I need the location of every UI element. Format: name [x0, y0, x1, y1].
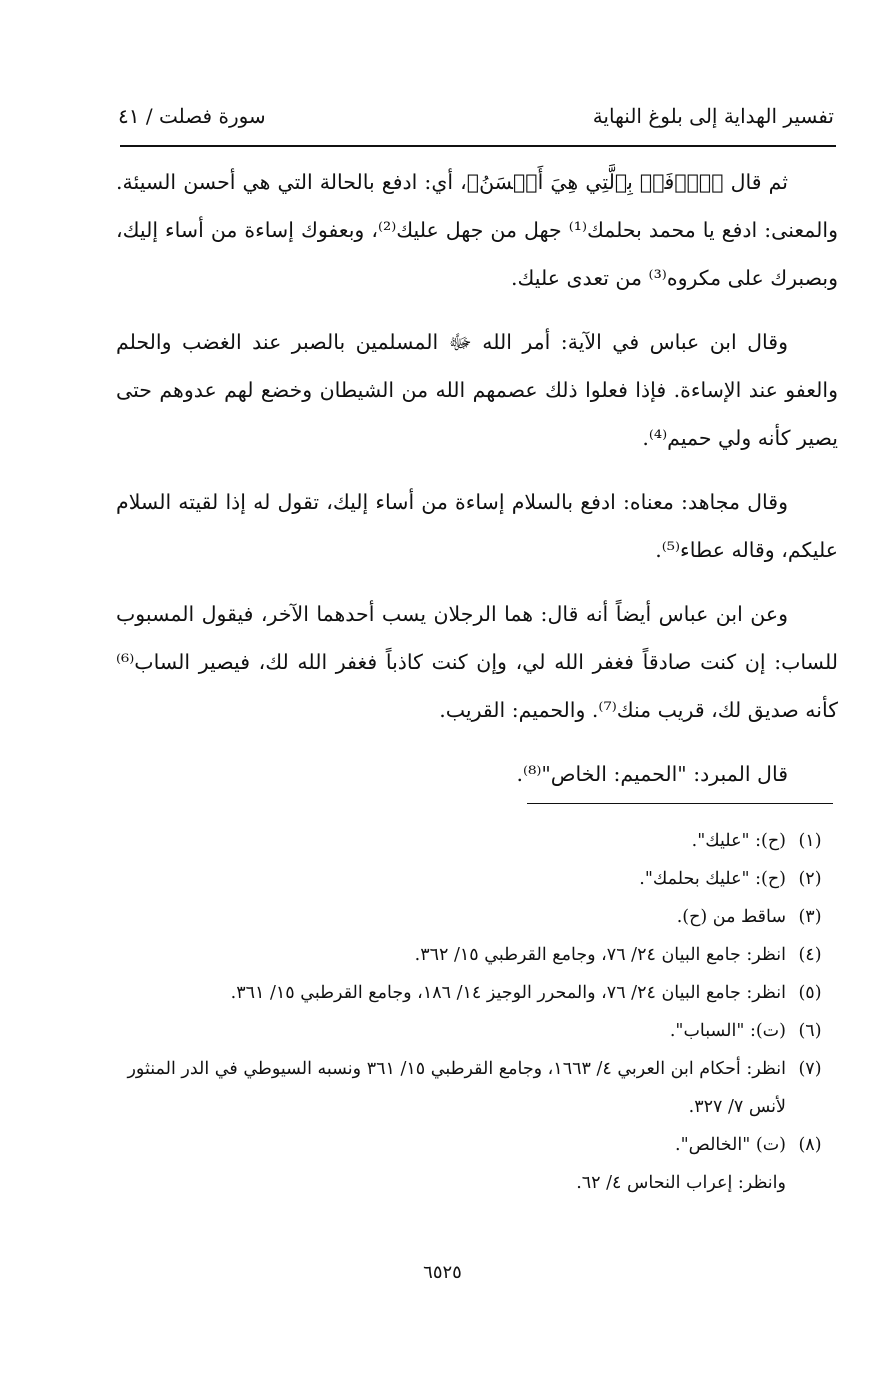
paragraph: قال المبرد: "الحميم: الخاص"⁽⁸⁾.: [516, 762, 788, 786]
footnote-text: (ت) "الخالص".: [675, 1135, 786, 1155]
footnote-number: (٨): [798, 1135, 822, 1155]
paragraph: وقال مجاهد: معناه: ادفع بالسلام إساءة من أساء إليك، تقول له إذا لقيته السلام عليكم، وقاله عطاء⁽⁵⁾.: [116, 490, 838, 562]
footnote-text: (ح): "عليك".: [691, 831, 786, 851]
footnote: [116, 974, 834, 1012]
surah-reference: سورة فصلت / ٤١: [118, 104, 266, 128]
footnote-text: (ت): "السباب".: [669, 1021, 786, 1041]
footnotes: [116, 822, 834, 1202]
footnote-divider: [527, 803, 833, 804]
footnote-number: [786, 1164, 834, 1202]
footnote-number: (٣): [798, 907, 822, 927]
main-text: [116, 158, 838, 814]
paragraph: وعن ابن عباس أيضاً أنه قال: هما الرجلان يسب أحدهما الآخر، فيقول المسبوب للساب: إن كنت صادقاً فغفر الله لي، وإن كنت كاذباً فغفر الله لك، فيصير الساب⁽⁶⁾ كأنه صديق لك، قريب منك⁽⁷⁾. والحميم: القريب.: [116, 602, 838, 722]
footnote-text: انظر: جامع البيان ٢٤/ ٧٦، وجامع القرطبي ١٥/ ٣٦٢.: [414, 945, 786, 965]
footnote: [116, 1050, 834, 1126]
footnote: [116, 1126, 834, 1164]
footnote-text: انظر: جامع البيان ٢٤/ ٧٦، والمحرر الوجيز ١٤/ ١٨٦، وجامع القرطبي ١٥/ ٣٦١.: [230, 983, 786, 1003]
header-divider: [120, 145, 836, 147]
footnote-text: وانظر: إعراب النحاس ٤/ ٦٢.: [576, 1173, 786, 1193]
footnote-text: (ح): "عليك بحلمك".: [639, 869, 786, 889]
footnote-number: (٧): [798, 1059, 822, 1079]
footnote-number: (٤): [798, 945, 822, 965]
footnote: [116, 822, 834, 860]
footnote-number: (٢): [798, 869, 822, 889]
footnote-number: (١): [798, 831, 822, 851]
paragraph: ثم قال ﴿ٱدۡفَعۡ بِٱلَّتِي هِيَ أَحۡسَنُ﴾، أي: ادفع بالحالة التي هي أحسن السيئة. والمعنى: ادفع يا محمد بحلمك⁽¹⁾ جهل من جهل عليك⁽²⁾، وبعفوك إساءة من أساء إليك، وبصبرك على مكروه⁽³⁾ من تعدى عليك.: [116, 170, 839, 290]
paragraph: وقال ابن عباس في الآية: أمر الله ﷻ المسلمين بالصبر عند الغضب والحلم والعفو عند الإساءة. فإذا فعلوا ذلك عصمهم الله من الشيطان وخضع لهم عدوهم حتى يصير كأنه ولي حميم⁽⁴⁾.: [116, 330, 838, 450]
footnote-text: انظر: أحكام ابن العربي ٤/ ١٦٦٣، وجامع القرطبي ١٥/ ٣٦١ ونسبه السيوطي في الدر المنثور لأنس ٧/ ٣٢٧.: [127, 1059, 786, 1117]
book-title: تفسير الهداية إلى بلوغ النهاية: [592, 104, 834, 128]
footnote: [116, 936, 834, 974]
footnote-continuation: [116, 1164, 834, 1202]
footnote-number: (٦): [798, 1021, 822, 1041]
footnote-number: (٥): [798, 983, 822, 1003]
page-number: ٦٥٢٥: [423, 1262, 462, 1283]
footnote: [116, 1012, 834, 1050]
footnote: [116, 860, 834, 898]
running-header: [118, 96, 834, 136]
footnote-text: ساقط من (ح).: [676, 907, 786, 927]
footnote: [116, 898, 834, 936]
